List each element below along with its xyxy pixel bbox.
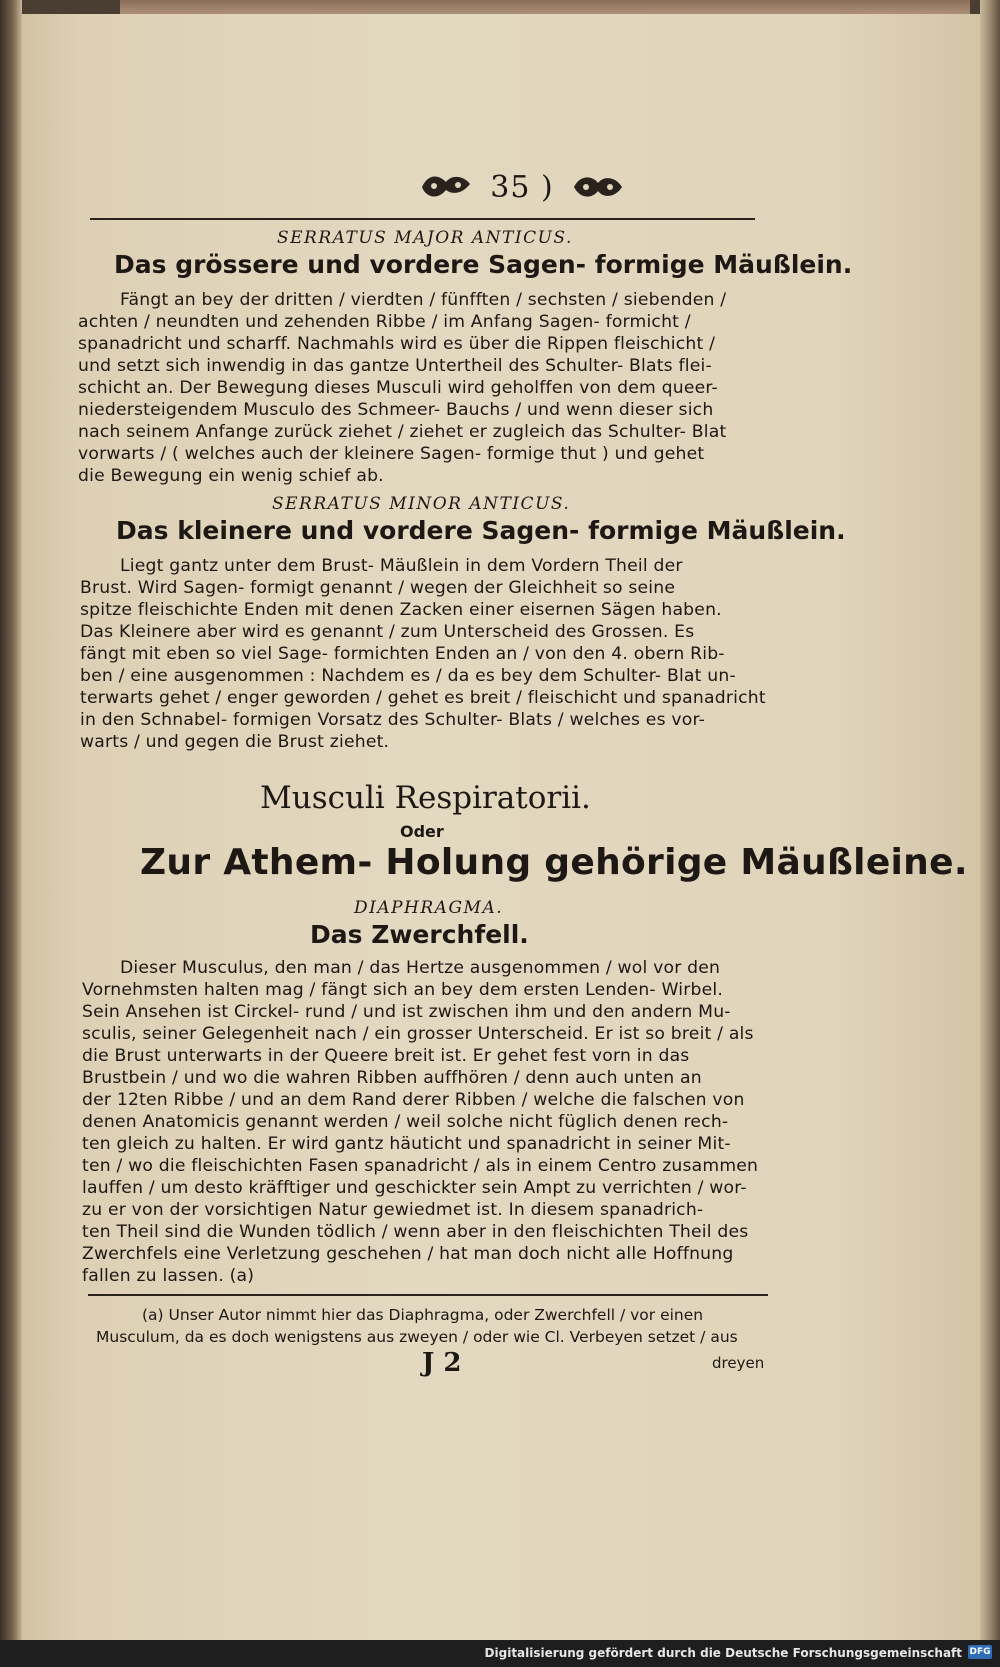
page-edge bbox=[980, 0, 1000, 1640]
text-line: spanadricht und scharff. Nachmahls wird es über die Rippen fleischicht / bbox=[78, 334, 716, 354]
text-line: ten / wo die fleischichten Fasen spanadricht / als in einem Centro zusammen bbox=[82, 1156, 759, 1176]
catchword: dreyen bbox=[712, 1354, 765, 1372]
text-line: Brustbein / und wo die wahren Ribben auffhören / denn auch unten an bbox=[82, 1068, 702, 1088]
section-latin-title: SERRATUS MINOR ANTICUS. bbox=[272, 494, 571, 514]
text-line: Liegt gantz unter dem Brust- Mäußlein in dem Vordern Theil der bbox=[120, 556, 683, 576]
text-line: in den Schnabel- formigen Vorsatz des Schulter- Blats / welches es vor- bbox=[80, 710, 706, 730]
text-line: Brust. Wird Sagen- formigt genannt / wegen der Gleichheit so seine bbox=[80, 578, 676, 598]
section-subheading: Zur Athem- Holung gehörige Mäußleine. bbox=[140, 842, 968, 883]
footnote-line: Musculum, da es doch wenigstens aus zweyen / oder wie Cl. Verbeyen setzet / aus bbox=[96, 1328, 738, 1346]
text-line: sculis, seiner Gelegenheit nach / ein grosser Unterscheid. Er ist so breit / als bbox=[82, 1024, 754, 1044]
text-line: die Brust unterwarts in der Queere breit ist. Er gehet fest vorn in das bbox=[82, 1046, 690, 1066]
text-line: und setzt sich inwendig in das gantze Untertheil des Schulter- Blats flei- bbox=[78, 356, 712, 376]
text-line: nach seinem Anfange zurück ziehet / ziehet er zugleich das Schulter- Blat bbox=[78, 422, 727, 442]
left-ornament-icon bbox=[418, 170, 476, 204]
footnote-rule bbox=[88, 1294, 768, 1296]
header-rule bbox=[90, 218, 755, 220]
right-ornament-icon bbox=[568, 170, 626, 204]
section-german-title: Das Zwerchfell. bbox=[310, 920, 529, 949]
section-connector: Oder bbox=[400, 822, 444, 841]
text-line: warts / und gegen die Brust ziehet. bbox=[80, 732, 390, 752]
book-gutter bbox=[0, 0, 22, 1640]
section-german-title: Das grössere und vordere Sagen- formige Mäußlein. bbox=[114, 250, 853, 279]
page-header bbox=[307, 162, 737, 212]
text-line: terwarts gehet / enger geworden / gehet es breit / fleischicht und spanadricht bbox=[80, 688, 766, 708]
text-line: vorwarts / ( welches auch der kleinere Sagen- formige thut ) und gehet bbox=[78, 444, 705, 464]
text-line: Sein Ansehen ist Circkel- rund / und ist zwischen ihm und den andern Mu- bbox=[82, 1002, 731, 1022]
signature-mark: J 2 bbox=[422, 1348, 462, 1378]
dfg-logo-icon: DFG bbox=[969, 1647, 991, 1657]
section-latin-title: DIAPHRAGMA. bbox=[354, 898, 504, 918]
text-line: Fängt an bey der dritten / vierdten / fünfften / sechsten / siebenden / bbox=[120, 290, 727, 310]
text-line: Das Kleinere aber wird es genannt / zum Unterscheid des Grossen. Es bbox=[80, 622, 695, 642]
text-line: Zwerchfels eine Verletzung geschehen / hat man doch nicht alle Hoffnung bbox=[82, 1244, 734, 1264]
section-heading: Musculi Respiratorii. bbox=[260, 780, 591, 816]
text-line: fallen zu lassen. (a) bbox=[82, 1266, 255, 1286]
funding-credit: Digitalisierung gefördert durch die Deutsche Forschungsgemeinschaft bbox=[484, 1646, 962, 1660]
text-line: ten Theil sind die Wunden tödlich / wenn aber in den fleischichten Theil des bbox=[82, 1222, 749, 1242]
text-line: spitze fleischichte Enden mit denen Zacken einer eisernen Sägen haben. bbox=[80, 600, 722, 620]
text-line: denen Anatomicis genannt werden / weil solche nicht füglich denen rech- bbox=[82, 1112, 729, 1132]
text-line: der 12ten Ribbe / und an dem Rand derer Ribben / welche die falschen von bbox=[82, 1090, 745, 1110]
text-line: zu er von der vorsichtigen Natur gewiedmet ist. In diesem spanadrich- bbox=[82, 1200, 704, 1220]
text-line: schicht an. Der Bewegung dieses Musculi wird geholffen von dem queer- bbox=[78, 378, 718, 398]
footnote-line: (a) Unser Autor nimmt hier das Diaphragma, oder Zwerchfell / vor einen bbox=[142, 1306, 704, 1324]
text-line: fängt mit eben so viel Sage- formichten Enden an / von den 4. obern Rib- bbox=[80, 644, 725, 664]
text-line: lauffen / um desto kräfftiger und geschickter sein Ampt zu verrichten / wor- bbox=[82, 1178, 747, 1198]
text-line: die Bewegung ein wenig schief ab. bbox=[78, 466, 384, 486]
book-page bbox=[22, 14, 980, 1640]
text-line: Dieser Musculus, den man / das Hertze ausgenommen / wol vor den bbox=[120, 958, 721, 978]
text-line: ben / eine ausgenommen : Nachdem es / da es bey dem Schulter- Blat un- bbox=[80, 666, 736, 686]
page-number: 35 ) bbox=[490, 169, 554, 205]
section-german-title: Das kleinere und vordere Sagen- formige Mäußlein. bbox=[116, 516, 846, 545]
section-latin-title: SERRATUS MAJOR ANTICUS. bbox=[277, 228, 573, 248]
text-line: achten / neundten und zehenden Ribbe / im Anfang Sagen- formicht / bbox=[78, 312, 691, 332]
footer-bar bbox=[0, 1640, 1000, 1667]
text-line: Vornehmsten halten mag / fängt sich an bey dem ersten Lenden- Wirbel. bbox=[82, 980, 724, 1000]
text-line: niedersteigendem Musculo des Schmeer- Bauchs / und wenn dieser sich bbox=[78, 400, 714, 420]
text-line: ten gleich zu halten. Er wird gantz häuticht und spanadricht in seiner Mit- bbox=[82, 1134, 731, 1154]
